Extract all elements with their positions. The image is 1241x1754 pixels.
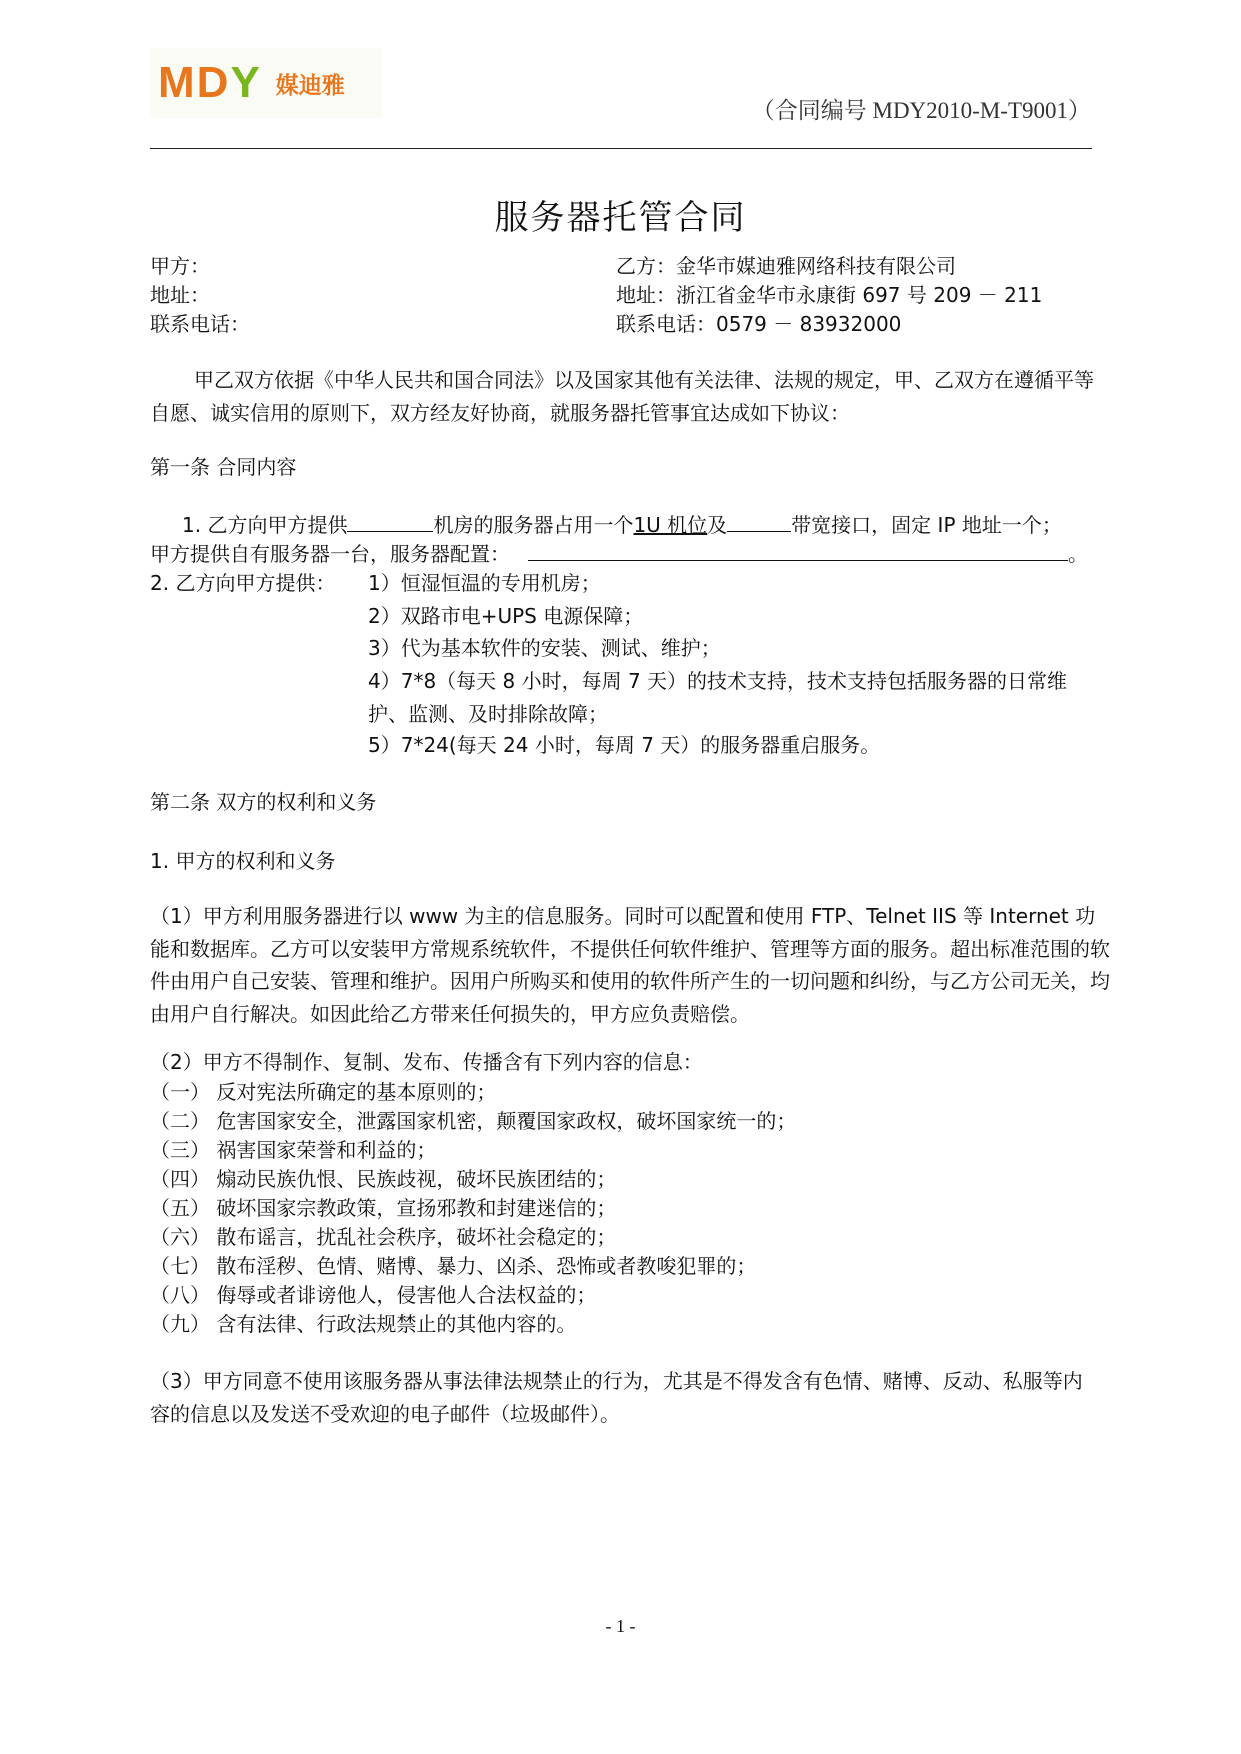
article1-heading: 第一条 合同内容 [150,455,297,479]
party-a-address: 地址： [150,283,210,307]
party-b-phone: 联系电话：0579 － 83932000 [616,312,902,336]
article1-item1-line1 [182,509,1062,541]
page-title: 服务器托管合同 [494,198,747,238]
logo-company-name: 媒迪雅 [275,72,345,99]
page-number: - 1 - [605,1616,636,1636]
item1-text-part1: 1. 乙方向甲方提供 [182,513,348,537]
article2-heading: 第二条 双方的权利和义务 [150,790,377,814]
prohibited-item: （四） 煽动民族仇恨、民族歧视，破坏民族团结的； [150,1167,617,1191]
prohibited-item: （九） 含有法律、行政法规禁止的其他内容的。 [150,1312,577,1336]
header-divider [150,148,1092,149]
bandwidth-blank[interactable] [727,509,791,532]
server-config-blank[interactable] [528,538,1068,561]
party-b-address: 地址：浙江省金华市永康街 697 号 209 － 211 [616,283,1043,307]
prohibited-item: （三） 祸害国家荣誉和利益的； [150,1138,437,1162]
party-a-phone: 联系电话： [150,312,250,336]
service-item: 2）双路市电+UPS 电源保障； [368,604,644,628]
prohibited-item: （八） 侮辱或者诽谤他人，侵害他人合法权益的； [150,1283,597,1307]
datacenter-blank[interactable] [347,509,433,532]
contract-number: （合同编号 MDY2010-M-T9001） [751,98,1091,123]
item1-end-mark: 。 [1068,542,1088,566]
service-item: 1）恒湿恒温的专用机房； [368,571,601,595]
article1-item2-lead: 2. 乙方向甲方提供： [150,571,336,595]
item1-text-part4: 带宽接口，固定 IP 地址一个； [791,513,1062,537]
prohibited-item: （五） 破坏国家宗教政策，宣扬邪教和封建迷信的； [150,1196,617,1220]
article2-paragraph1: （1）甲方利用服务器进行以 www 为主的信息服务。同时可以配置和使用 FTP、Telnet IIS 等 Internet 功能和数据库。乙方可以安装甲方常规系统软件，不提供任何软件维护、管理等方面的服务。超出标准范围的软件由用户自己安装、管理和维护。因用户所购买和使用的软件所产生的一切问题和纠纷，与乙方公司无关，均由用户自行解决。如因此给乙方带来任何损失的，甲方应负责赔偿。 [150,904,1110,1026]
service-item: 3）代为基本软件的安装、测试、维护； [368,636,721,660]
prohibited-item: （六） 散布谣言，扰乱社会秩序，破坏社会稳定的； [150,1225,617,1249]
prohibited-item: （一） 反对宪法所确定的基本原则的； [150,1080,497,1104]
intro-paragraph: 甲乙双方依据《中华人民共和国合同法》以及国家其他有关法律、法规的规定，甲、乙双方在遵循平等自愿、诚实信用的原则下，双方经友好协商，就服务器托管事宜达成如下协议： [150,368,1094,425]
item1-text-part2: 机房的服务器占用一个 [433,513,634,537]
article2-sub1: 1. 甲方的权利和义务 [150,849,336,873]
party-b-name: 乙方：金华市媒迪雅网络科技有限公司 [616,254,956,278]
article2-paragraph2-lead: （2）甲方不得制作、复制、发布、传播含有下列内容的信息： [150,1050,703,1074]
item1-text-part3: 及 [707,513,728,537]
service-item: 4）7*8（每天 8 小时，每周 7 天）的技术支持，技术支持包括服务器的日常维护、监测、及时排除故障； [368,669,1068,726]
rack-unit: 1U 机位 [633,513,708,537]
article2-paragraph3: （3）甲方同意不使用该服务器从事法律法规禁止的行为，尤其是不得发含有色情、赌博、反动、私服等内容的信息以及发送不受欢迎的电子邮件（垃圾邮件）。 [150,1369,1083,1426]
company-logo [150,48,382,118]
logo-letters: MDY [158,58,262,107]
service-item: 5）7*24(每天 24 小时，每周 7 天）的服务器重启服务。 [368,733,881,757]
prohibited-item: （七） 散布淫秽、色情、赌博、暴力、凶杀、恐怖或者教唆犯罪的； [150,1254,757,1278]
party-a-name: 甲方： [150,254,210,278]
article1-item1-line2 [150,538,1088,570]
prohibited-item: （二） 危害国家安全，泄露国家机密，颠覆国家政权，破坏国家统一的； [150,1109,797,1133]
item1-line2-text: 甲方提供自有服务器一台，服务器配置： [150,542,510,566]
